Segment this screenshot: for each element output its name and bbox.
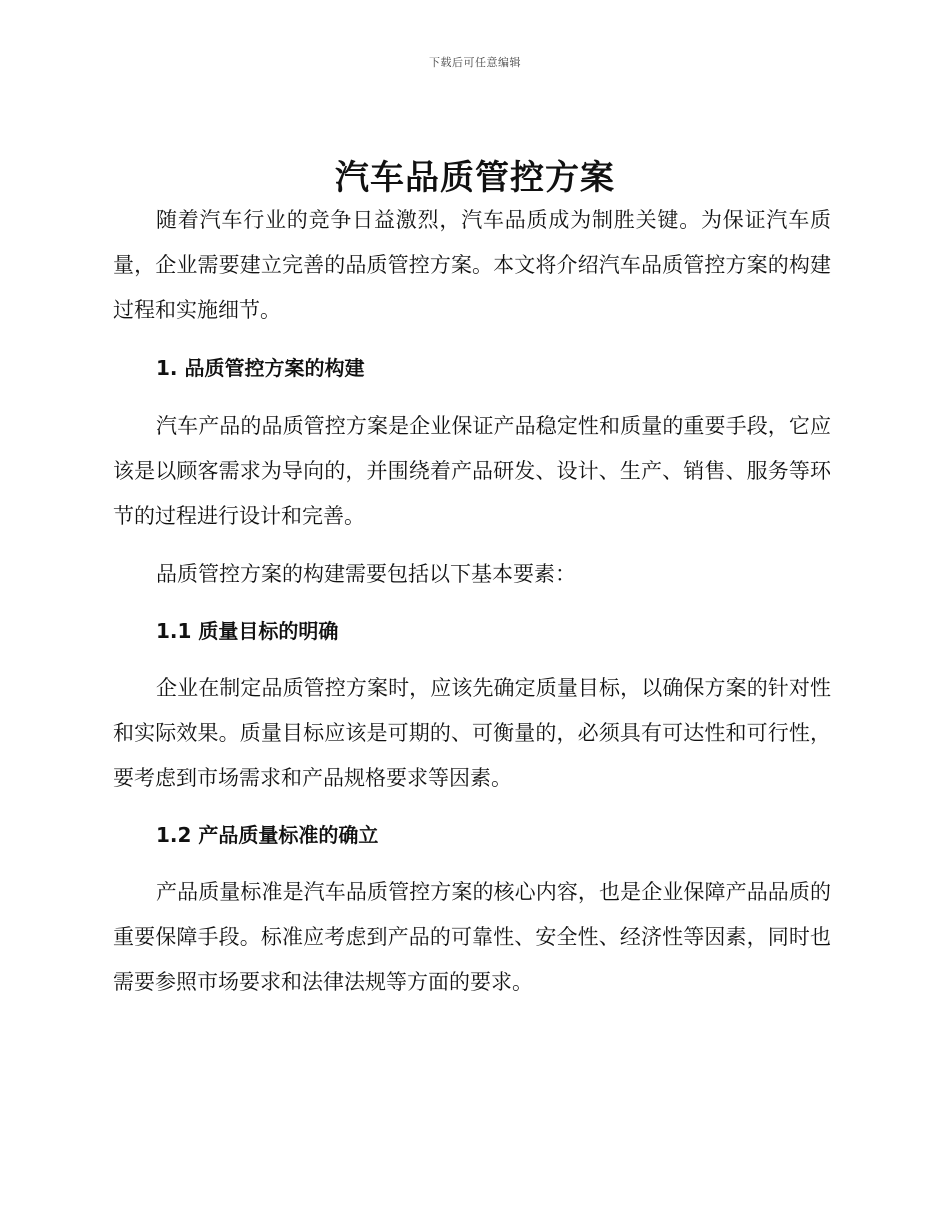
section-heading-1-2: 1.2 产品质量标准的确立 <box>156 823 379 847</box>
section-1-1-paragraph: 企业在制定品质管控方案时，应该先确定质量目标，以确保方案的针对性和实际效果。质量目标应该是可期的、可衡量的，必须具有可达性和可行性，要考虑到市场需求和产品规格要求等因素。 <box>113 676 831 790</box>
section-1-2-paragraph: 产品质量标准是汽车品质管控方案的核心内容，也是企业保障产品品质的重要保障手段。标准应考虑到产品的可靠性、安全性、经济性等因素，同时也需要参照市场要求和法律法规等方面的要求。 <box>113 880 831 994</box>
section-heading-1-1: 1.1 质量目标的明确 <box>156 619 339 643</box>
header-note: 下载后可任意编辑 <box>429 56 521 69</box>
section-1-paragraph-2: 品质管控方案的构建需要包括以下基本要素： <box>156 562 576 586</box>
document-title: 汽车品质管控方案 <box>335 158 615 198</box>
section-1-paragraph-1: 汽车产品的品质管控方案是企业保证产品稳定性和质量的重要手段，它应该是以顾客需求为导向的，并围绕着产品研发、设计、生产、销售、服务等环节的过程进行设计和完善。 <box>113 414 831 528</box>
intro-paragraph: 随着汽车行业的竞争日益激烈，汽车品质成为制胜关键。为保证汽车质量，企业需要建立完善的品质管控方案。本文将介绍汽车品质管控方案的构建过程和实施细节。 <box>113 208 831 322</box>
section-heading-1: 1. 品质管控方案的构建 <box>156 356 365 380</box>
